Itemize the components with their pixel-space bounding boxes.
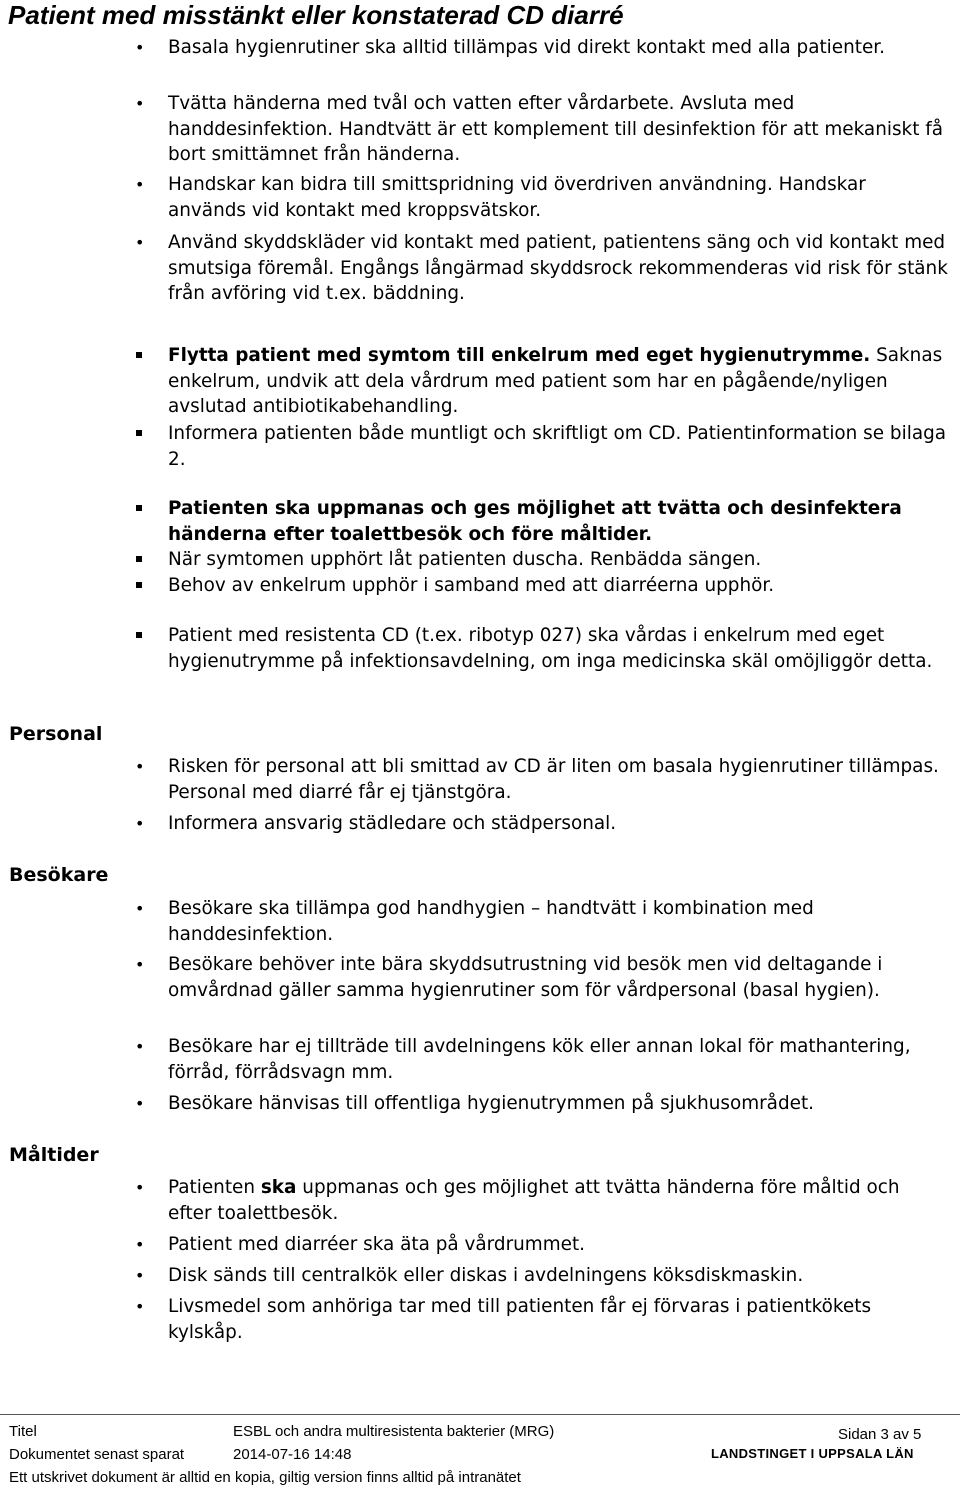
bullet-icon: •	[135, 175, 145, 194]
bullet-icon: •	[135, 1266, 145, 1285]
bullet-icon: •	[135, 814, 145, 833]
item-text: Patienten	[168, 1177, 261, 1198]
list-item: Patienten ska uppmanas och ges möjlighet att tvätta och desinfektera händerna efter toalettbesök och före måltider.	[168, 498, 902, 545]
list-item: Risken för personal att bli smittad av CD är liten om basala hygienrutiner tillämpas. Personal med diarré får ej tjänstgöra.	[168, 756, 939, 803]
list-item: Handskar kan bidra till smittspridning vid överdriven användning. Handskar används vid kontakt med kroppsvätskor.	[168, 174, 866, 221]
list-item: Patient med resistenta CD (t.ex. ribotyp 027) ska vårdas i enkelrum med eget hygienutrymme på infektionsavdelning, om inga medicinska skäl omöjliggör detta.	[168, 625, 933, 672]
square-bullet-icon	[136, 352, 142, 358]
section-label-maltider: Måltider	[9, 1144, 99, 1166]
square-bullet-icon	[136, 632, 142, 638]
bullet-icon: •	[135, 757, 145, 776]
bullet-icon: •	[135, 955, 145, 974]
footer-saved-label: Dokumentet senast sparat	[9, 1446, 185, 1463]
list-item: Basala hygienrutiner ska alltid tillämpas vid direkt kontakt med alla patienter.	[168, 37, 886, 58]
list-item: Livsmedel som anhöriga tar med till patienten får ej förvaras i patientkökets kylskåp.	[168, 1296, 872, 1343]
bullet-icon: •	[135, 1094, 145, 1113]
list-item: När symtomen upphört låt patienten duscha. Renbädda sängen.	[168, 549, 762, 570]
section-label-personal: Personal	[9, 723, 103, 745]
list-item: Informera ansvarig städledare och städpersonal.	[168, 813, 617, 834]
list-item: Disk sänds till centralkök eller diskas i avdelningens köksdiskmaskin.	[168, 1265, 804, 1286]
bullet-icon: •	[135, 233, 145, 252]
list-item	[168, 343, 948, 420]
list-item: Besökare har ej tillträde till avdelningens kök eller annan lokal för mathantering, förråd, förrådsvagn mm.	[168, 1036, 911, 1083]
list-item	[168, 1175, 948, 1226]
footer-title-label: Titel	[9, 1423, 37, 1440]
item-text: uppmanas och ges möjlighet att tvätta händerna före måltid och efter toalettbesök.	[168, 1177, 900, 1224]
bullet-icon: •	[135, 1178, 145, 1197]
list-item: Besökare hänvisas till offentliga hygienutrymmen på sjukhusområdet.	[168, 1093, 814, 1114]
square-bullet-icon	[136, 505, 142, 511]
list-item: Besökare ska tillämpa god handhygien – handtvätt i kombination med handdesinfektion.	[168, 898, 814, 945]
bullet-icon: •	[135, 899, 145, 918]
bullet-icon: •	[135, 1297, 145, 1316]
list-item: Behov av enkelrum upphör i samband med att diarréerna upphör.	[168, 575, 775, 596]
square-bullet-icon	[136, 582, 142, 588]
emphasis-text: ska	[260, 1177, 297, 1198]
footer-title-value: ESBL och andra multiresistenta bakterier (MRG)	[233, 1423, 555, 1440]
list-item: Informera patienten både muntligt och skriftligt om CD. Patientinformation se bilaga 2.	[168, 423, 947, 470]
section-label-besokare: Besökare	[9, 864, 109, 886]
bullet-icon: •	[135, 94, 145, 113]
bullet-icon: •	[135, 1235, 145, 1254]
footer-divider	[0, 1414, 960, 1415]
list-item: Tvätta händerna med tvål och vatten efter vårdarbete. Avsluta med handdesinfektion. Handtvätt är ett komplement till desinfektion för att mekaniskt få bort smittämnet från händerna.	[168, 93, 943, 165]
bullet-icon: •	[135, 38, 145, 57]
square-bullet-icon	[136, 556, 142, 562]
footer-page-number: Sidan 3 av 5	[838, 1426, 922, 1443]
emphasis-text: Flytta patient med symtom till enkelrum med eget hygienutrymme.	[168, 345, 871, 366]
page-title: Patient med misstänkt eller konstaterad CD diarré	[8, 0, 624, 30]
bullet-icon: •	[135, 1037, 145, 1056]
square-bullet-icon	[136, 430, 142, 436]
footer-disclaimer: Ett utskrivet dokument är alltid en kopia, giltig version finns alltid på intranätet	[9, 1469, 521, 1486]
footer-organization: LANDSTINGET I UPPSALA LÄN	[711, 1446, 914, 1461]
list-item: Använd skyddskläder vid kontakt med patient, patientens säng och vid kontakt med smutsiga föremål. Engångs långärmad skyddsrock rekommenderas vid risk för stänk från avföring vid t.ex. bäddning.	[168, 232, 948, 304]
list-item: Patient med diarréer ska äta på vårdrummet.	[168, 1234, 586, 1255]
item-text: Saknas enkelrum, undvik att dela vårdrum med patient som har en pågående/nyligen avslutad antibiotikabehandling.	[168, 345, 943, 417]
footer-saved-value: 2014-07-16 14:48	[233, 1446, 352, 1463]
list-item: Besökare behöver inte bära skyddsutrustning vid besök men vid deltagande i omvårdnad gäller samma hygienrutiner som för vårdpersonal (basal hygien).	[168, 954, 883, 1001]
